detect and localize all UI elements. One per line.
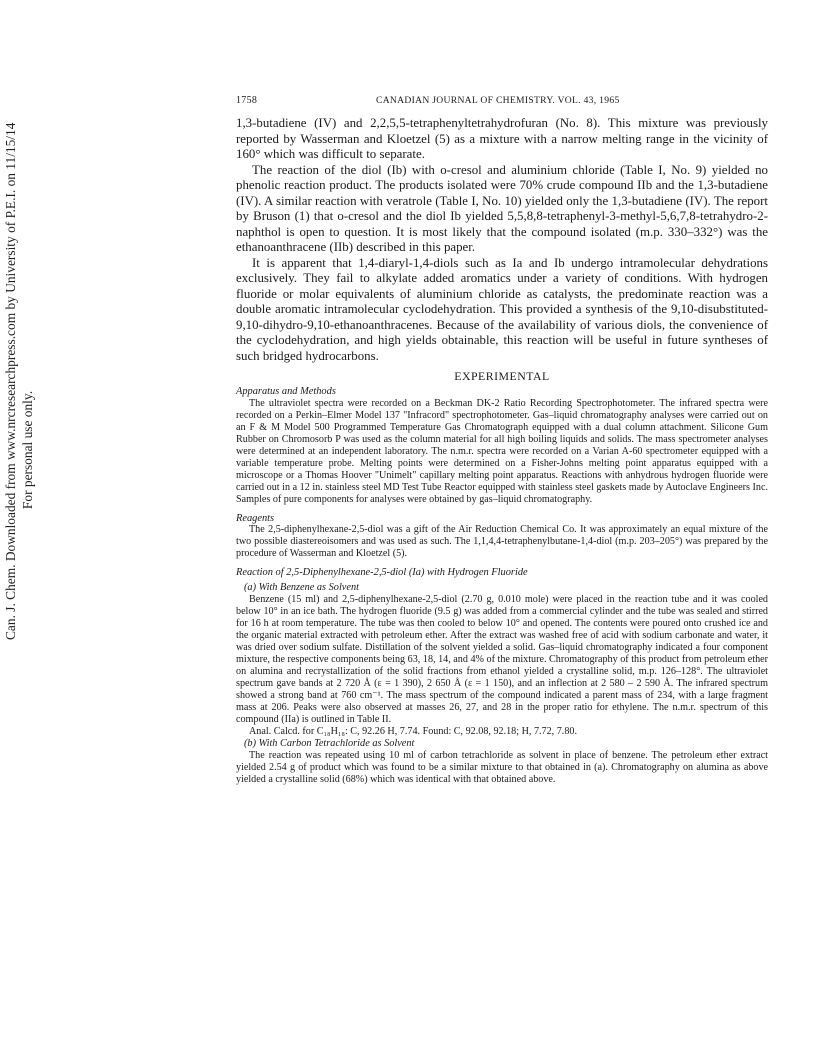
discussion-text	[236, 116, 768, 364]
subheading-reaction: Reaction of 2,5-Diphenylhexane-2,5-diol (Ia) with Hydrogen Fluoride	[236, 567, 528, 579]
paragraph-diol-cresol: The reaction of the diol (Ib) with o-cresol and aluminium chloride (Table I, No. 9) yielded no phenolic reaction product. The products isolated were 70% crude compound IIb and the 1,3-butadiene (IV). A similar reaction with veratrole (Table I, No. 10) yielded only the 1,3-butadiene (IV). The report by Bruson (1) that o-cresol and the diol Ib yielded 5,5,8,8-tetraphenyl-3-methyl-5,6,7,8-tetrahydro-2-naphthol is open to question. It is most likely that the compound isolated (m.p. 330–332°) was the ethanoanthracene (IIb) described in this paper.	[236, 162, 768, 254]
paragraph-continued: 1,3-butadiene (IV) and 2,2,5,5-tetraphenyltetrahydrofuran (No. 8). This mixture was previously reported by Wasserman and Kloetzel (5) as a mixture with a narrow melting range in the vicinity of 160° which was difficult to separate.	[236, 116, 768, 161]
page-number: 1758	[236, 95, 258, 106]
paragraph-benzene: Benzene (15 ml) and 2,5-diphenylhexane-2,5-diol (2.70 g, 0.010 mole) were placed in the reaction tube and it was cooled below 10° in an ice bath. The hydrogen fluoride (9.5 g) was added from a commercial cylinder and the tube was sealed and stirred for 16 h at room temperature. The tube was then cooled to below 10° and opened. The contents were poured onto crushed ice and the organic material extracted with petroleum ether. After the extract was washed free of acid with sodium carbonate and water, it was dried over sodium sulfate. Distillation of the solvent yielded a solid. Gas–liquid chromatography indicated a four component mixture, the respective components being 63, 18, 14, and 4% of the mixture. Chromatography of this product from petroleum ether on alumina and recrystallization of the solid fractions from ethanol yielded a crystalline solid, m.p. 126–128°. The ultraviolet spectrum gave bands at 2 720 Å (ε = 1 390), 2 650 Å (ε = 1 150), and an inflection at 2 580 – 2 590 Å. The infrared spectrum showed a strong band at 760 cm⁻¹. The mass spectrum of the compound indicated a parent mass of 234, with a large fragment mass at 206. Peaks were also observed at masses 26, 27, and 28 in the proper ratio for ethylene. The n.m.r. spectrum of this compound (IIa) is outlined in Table II.	[236, 594, 768, 725]
analysis-line: Anal. Calcd. for C₁₈H₁₈: C, 92.26 H, 7.74. Found: C, 92.08, 92.18; H, 7.72, 7.80.	[249, 725, 577, 737]
subheading-reagents: Reagents	[236, 512, 275, 524]
experimental-section	[236, 386, 768, 786]
paragraph-reagents: The 2,5-diphenylhexane-2,5-diol was a gift of the Air Reduction Chemical Co. It was approximately an equal mixture of the two possible diastereoisomers and was used as such. The 1,1,4,4-tetraphenylbutane-1,4-diol (m.p. 203–205°) was prepared by the procedure of Wasserman and Kloetzel (5).	[236, 524, 768, 560]
subheading-carbon-tetrachloride: (b) With Carbon Tetrachloride as Solvent	[244, 737, 415, 749]
paragraph-apparatus: The ultraviolet spectra were recorded on a Beckman DK-2 Ratio Recording Spectrophotometer. The infrared spectra were recorded on a Perkin–Elmer Model 137 "Infracord" spectrophotometer. Gas–liquid chromatography analyses were carried out on an F & M Model 500 Programmed Temperature Gas Chromatograph equipped with a dual column attachment. Silicone Gum Rubber on Chromosorb P was used as the column material for all high boiling liquids and solids. The mass spectrometer analyses were determined at an independent laboratory. The n.m.r. spectra were recorded on a Varian A-60 spectrometer equipped with a variable temperature probe. Melting points were determined on a Fisher-Johns melting point apparatus equipped with a microscope or a Thomas Hoover "Unimelt" capillary melting point apparatus. Reactions with anhydrous hydrogen fluoride were carried out in a 12 in. stainless steel MD Test Tube Reactor equipped with stainless steel gaskets made by Autoclave Engineers Inc. Samples of pure components for analyses were obtained by gas–liquid chromatography.	[236, 397, 768, 505]
paragraph-carbon-tetrachloride: The reaction was repeated using 10 ml of carbon tetrachloride as solvent in place of benzene. The petroleum ether extract yielded 2.54 g of product which was found to be a similar mixture to that obtained in (a). Chromatography on alumina as above yielded a crystalline solid (68%) which was identical with that obtained above.	[236, 749, 768, 785]
subheading-benzene: (a) With Benzene as Solvent	[244, 582, 359, 594]
article-page	[236, 95, 768, 786]
download-notice-line2: For personal use only.	[20, 390, 35, 510]
journal-title: CANADIAN JOURNAL OF CHEMISTRY. VOL. 43, 1965	[376, 95, 620, 106]
download-notice-line1: Can. J. Chem. Downloaded from www.nrcresearchpress.com by University of P.E.I. on 11/15/14	[3, 122, 18, 640]
paragraph-conclusion: It is apparent that 1,4-diaryl-1,4-diols such as Ia and Ib undergo intramolecular dehydrations exclusively. They fail to alkylate added aromatics under a variety of conditions. With hydrogen fluoride or molar equivalents of aluminium chloride as catalysts, the predominate reaction was a double aromatic intramolecular cyclodehydration. This provided a synthesis of the 9,10-disubstituted-9,10-dihydro-9,10-ethanoanthracenes. Because of the availability of various diols, the convenience of the cyclodehydration, and high yields obtainable, this reaction will be useful in future syntheses of such bridged hydrocarbons.	[236, 255, 768, 363]
download-notice	[2, 122, 62, 640]
subheading-apparatus: Apparatus and Methods	[236, 386, 336, 397]
section-heading-experimental: EXPERIMENTAL	[454, 369, 550, 383]
running-header	[236, 95, 768, 109]
